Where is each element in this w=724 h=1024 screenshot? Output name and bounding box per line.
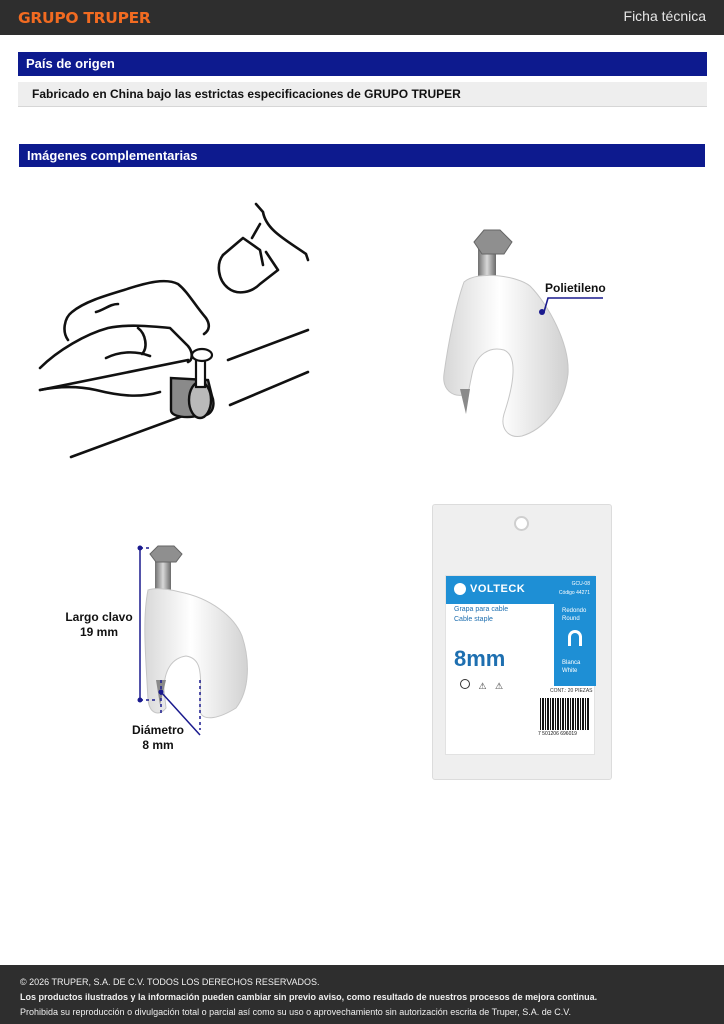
package-code: GCU-08 xyxy=(571,581,590,587)
material-label: Polietileno xyxy=(545,281,606,295)
package-color-en: White xyxy=(562,668,578,674)
footer xyxy=(0,965,724,1024)
package-shape-es: Redondo xyxy=(562,608,587,614)
package-header xyxy=(446,576,596,604)
package-shape-en: Round xyxy=(562,616,580,622)
package-image xyxy=(432,504,612,780)
warning-icon xyxy=(460,679,470,689)
nail-length-title: Largo clavo xyxy=(65,610,133,624)
nail-length-label xyxy=(60,610,138,640)
package-brand: VOLTECK xyxy=(470,583,526,595)
diameter-title: Diámetro xyxy=(131,723,184,737)
warning-icons xyxy=(460,676,510,691)
package-code2: Código 44271 xyxy=(558,590,590,596)
diameter-label xyxy=(122,723,194,753)
footer-prohibition: Prohibida su reproducción o divulgación total o parcial así como su uso o aprovechamiento sin autorización escrita de Truper, S.A. de C.V. xyxy=(20,1007,571,1017)
package-side-band xyxy=(554,604,596,686)
origin-text: Fabricado en China bajo las estrictas especificaciones de GRUPO TRUPER xyxy=(18,82,707,107)
barcode xyxy=(540,698,590,730)
hang-hole-icon xyxy=(514,516,529,531)
installation-illustration xyxy=(38,200,313,462)
warning-icon: ⚠ xyxy=(494,681,504,691)
barcode-number: 7 501206 696019 xyxy=(538,731,577,737)
package-product-en: Cable staple xyxy=(454,616,493,623)
staple-dimensions-image xyxy=(60,540,260,750)
package-product-es: Grapa para cable xyxy=(454,606,509,613)
footer-copyright: © 2026 TRUPER, S.A. DE C.V. TODOS LOS DERECHOS RESERVADOS. xyxy=(20,977,320,987)
footer-notice: Los productos ilustrados y la información pueden cambiar sin previo aviso, como resultado de nuestros procesos de mejora continua. xyxy=(20,992,598,1002)
package-card xyxy=(445,575,595,755)
origin-section-title: País de origen xyxy=(18,52,707,76)
package-color-es: Blanca xyxy=(562,660,581,666)
warning-icon: ⚠ xyxy=(478,681,487,691)
brand-logo: GRUPO TRUPER xyxy=(18,9,151,27)
package-contents: CONT.: 20 PIEZAS xyxy=(550,688,593,694)
staple-shape-icon xyxy=(568,630,582,646)
staple-material-image xyxy=(438,224,618,444)
volteck-logo-icon xyxy=(454,583,466,595)
diameter-value: 8 mm xyxy=(142,738,174,752)
images-section-title: Imágenes complementarias xyxy=(19,144,705,167)
package-size: 8mm xyxy=(454,646,506,671)
document-type: Ficha técnica xyxy=(623,8,706,24)
nail-length-value: 19 mm xyxy=(79,625,119,639)
top-bar xyxy=(0,0,724,35)
